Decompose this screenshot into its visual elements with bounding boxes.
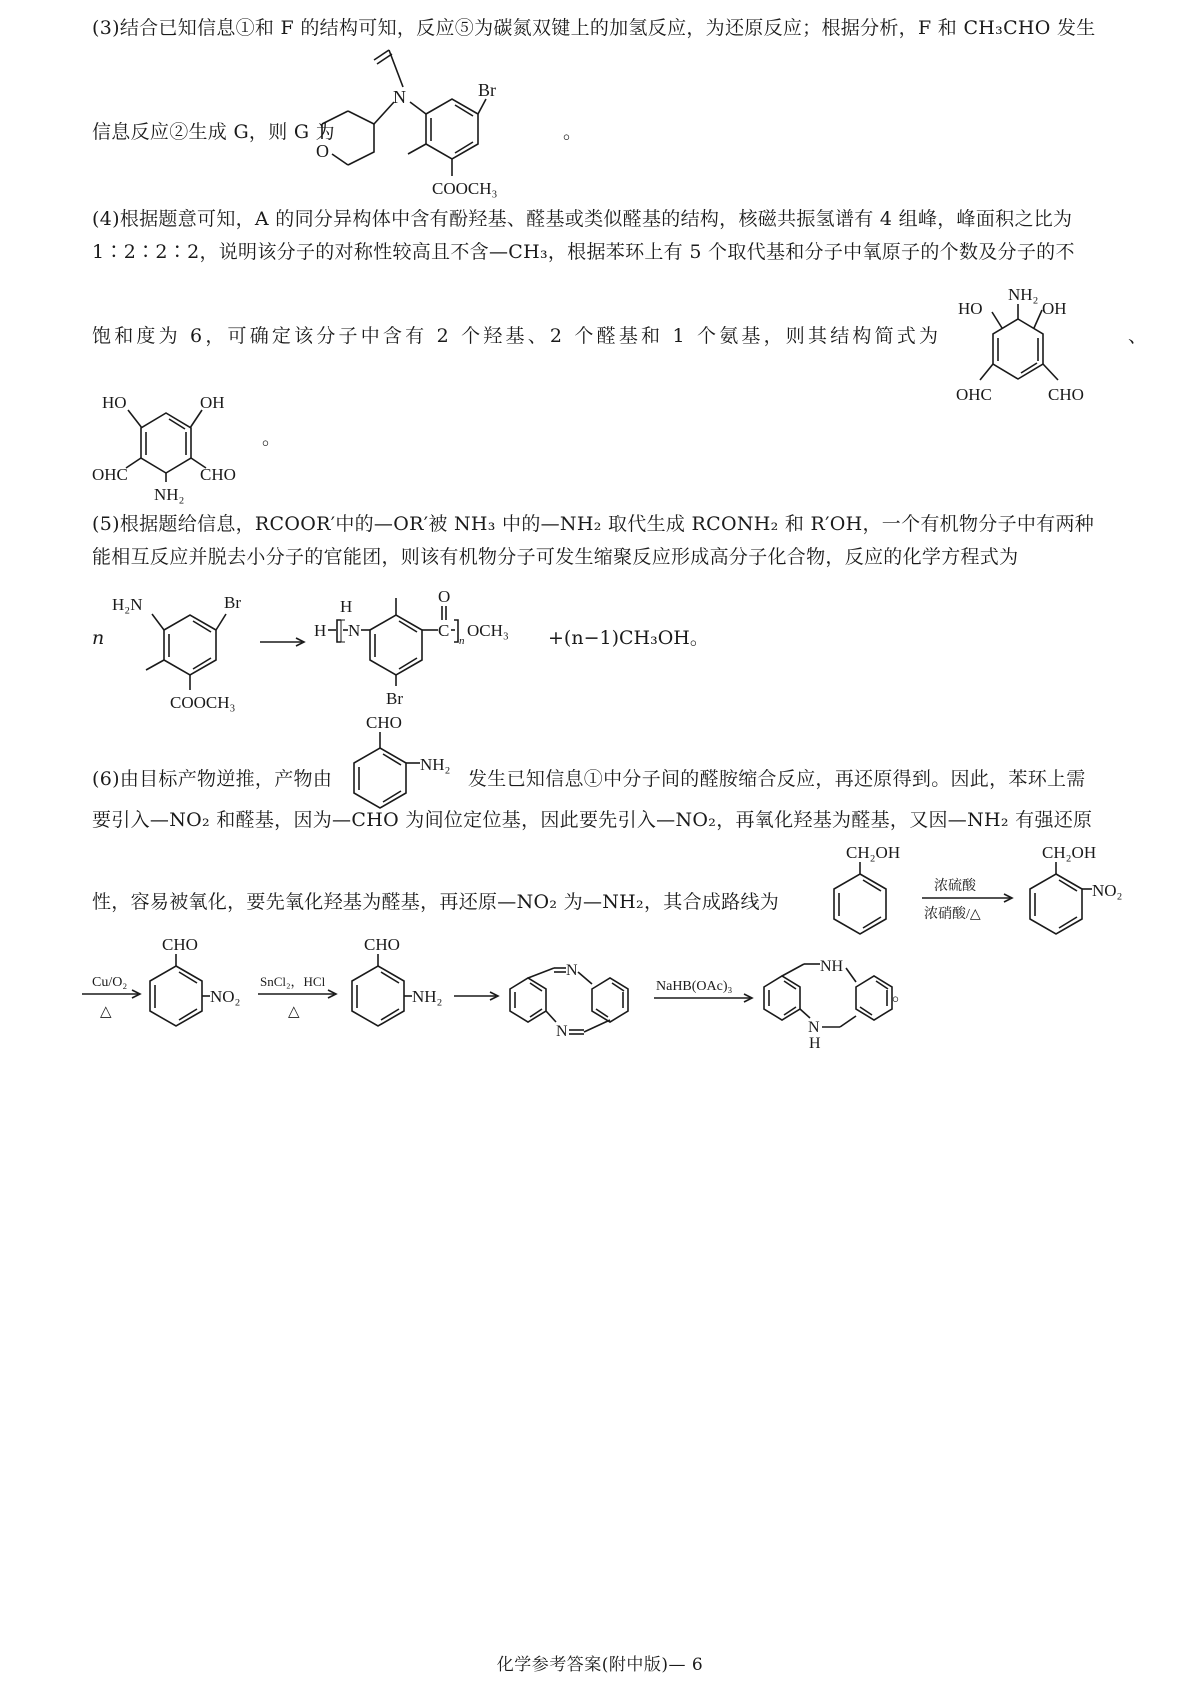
route-dibenzodiazocine — [506, 956, 656, 1046]
p3-line1: (3)结合已知信息①和 F 的结构可知，反应⑤为碳氮双键上的加氢反应，为还原反应；根据分析，F 和 CH₃CHO 发生 — [92, 17, 1096, 39]
s2-no2: NO₂ — [1092, 881, 1123, 900]
g-o-label: O — [316, 141, 329, 161]
coefficient-n: n — [92, 627, 105, 649]
aminobenz-cho: CHO — [366, 713, 402, 732]
structure-isomer-1 — [958, 284, 1148, 414]
route-nitrobenzaldehyde — [146, 932, 266, 1032]
iso2-oh: OH — [200, 393, 225, 412]
step1-reagent-bottom: 浓硝酸/△ — [924, 907, 981, 922]
p4-line2: 1∶2∶2∶2，说明该分子的对称性较高且不含—CH₃，根据苯环上有 5 个取代基和分子中氧原子的个数及分子的不 — [92, 241, 1075, 263]
iso-period: 。 — [262, 427, 282, 449]
polymer-end-h: H — [314, 621, 327, 640]
step4-reagent-top: NaHB(OAc)₃ — [656, 979, 733, 994]
monomer-br: Br — [224, 593, 241, 612]
route-step-3 — [256, 970, 340, 1022]
route-step-2 — [80, 970, 144, 1022]
g-ester-label: COOCH₃ — [432, 179, 498, 198]
iso2-nh2: NH₂ — [154, 485, 185, 504]
s4-nh2: NH₂ — [412, 987, 443, 1006]
reaction-arrow — [258, 636, 308, 648]
route-benzyl-alcohol — [832, 840, 922, 940]
route-period: 。 — [892, 983, 912, 1005]
step3-reagent-top: SnCl₂，HCl — [260, 974, 326, 989]
polymer-n-subscript: n — [459, 635, 465, 647]
route-nitrobenzyl-alcohol — [1020, 840, 1160, 940]
structure-2-aminobenzaldehyde — [350, 710, 470, 820]
iso1-nh2: NH₂ — [1008, 285, 1039, 304]
p5-line2: 能相互反应并脱去小分子的官能团，则该有机物分子可发生缩聚反应形成高分子化合物，反应的化学方程式为 — [92, 546, 1019, 568]
polymer-och3: OCH₃ — [467, 621, 509, 640]
iso1-cho: CHO — [1048, 385, 1084, 404]
s3-cho: CHO — [162, 935, 198, 954]
iso-separator: 、 — [1128, 325, 1148, 347]
s4-cho: CHO — [364, 935, 400, 954]
p6-line1-b: 发生已知信息①中分子间的醛胺缩合反应，再还原得到。因此，苯环上需 — [468, 768, 1086, 790]
monomer-ester: COOCH₃ — [170, 693, 236, 712]
polymer-nh-h: H — [340, 597, 353, 616]
s2-ch2oh: CH₂OH — [1042, 843, 1097, 862]
p4-line1: (4)根据题意可知，A 的同分异构体中含有酚羟基、醛基或类似醛基的结构，核磁共振氢谱有 4 组峰，峰面积之比为 — [92, 208, 1073, 230]
polymer-n: N — [348, 621, 361, 640]
aminobenz-nh2: NH₂ — [420, 755, 451, 774]
iso1-ho: HO — [958, 299, 983, 318]
g-br-label: Br — [478, 80, 496, 100]
s1-ch2oh: CH₂OH — [846, 843, 901, 862]
p6-line2: 要引入—NO₂ 和醛基，因为—CHO 为间位定位基，因此要先引入—NO₂，再氧化羟基为醛基，又因—NH₂ 有强还原 — [92, 809, 1093, 831]
p5-line1: (5)根据题给信息，RCOOR′中的—OR′被 NH₃ 中的—NH₂ 取代生成 RCONH₂ 和 R′OH，一个有机物分子中有两种 — [92, 513, 1095, 535]
step3-reagent-bottom: △ — [288, 1004, 300, 1020]
iso2-ho: HO — [102, 393, 127, 412]
structure-isomer-2 — [92, 388, 282, 518]
s5-n-top: N — [566, 962, 578, 979]
polymer-c: C — [438, 621, 450, 640]
s6-n-bottom: N — [808, 1019, 820, 1036]
equation-byproduct: +(n−1)CH₃OH。 — [548, 627, 709, 649]
structure-g — [310, 48, 550, 198]
step2-reagent-bottom: △ — [100, 1004, 112, 1020]
structure-monomer — [108, 586, 268, 716]
iso1-oh: OH — [1042, 299, 1067, 318]
route-step-1 — [920, 876, 1016, 922]
s3-no2: NO₂ — [210, 987, 241, 1006]
p4-line3: 饱和度为 6，可确定该分子中含有 2 个羟基、2 个醛基和 1 个氨基，则其结构简式为 — [92, 325, 942, 347]
polymer-o: O — [438, 587, 451, 606]
p6-line1-a: (6)由目标产物逆推，产物由 — [92, 768, 333, 790]
s5-n-bottom: N — [556, 1023, 568, 1040]
s6-nh: NH — [820, 958, 844, 975]
s6-h-bottom: H — [809, 1035, 821, 1052]
iso2-cho: CHO — [200, 465, 236, 484]
p3-line2: 信息反应②生成 G，则 G 为 — [92, 121, 335, 143]
g-period: 。 — [563, 121, 583, 143]
step1-reagent-top: 浓硫酸 — [934, 879, 976, 894]
structure-polymer — [314, 584, 544, 714]
route-step-4 — [652, 976, 758, 1006]
p6-line3: 性，容易被氧化，要先氧化羟基为醛基，再还原—NO₂ 为—NH₂，其合成路线为 — [92, 891, 780, 913]
monomer-h2n: H₂N — [112, 595, 143, 614]
g-n-label: N — [393, 87, 406, 107]
step2-reagent-top: Cu/O₂ — [92, 975, 128, 990]
page-footer: 化学参考答案(附中版)— 6 — [496, 1655, 704, 1675]
route-aminobenzaldehyde — [348, 932, 468, 1032]
iso1-ohc: OHC — [956, 385, 992, 404]
iso2-ohc: OHC — [92, 465, 128, 484]
route-arrow-condensation — [452, 990, 502, 1002]
polymer-br: Br — [386, 689, 403, 708]
